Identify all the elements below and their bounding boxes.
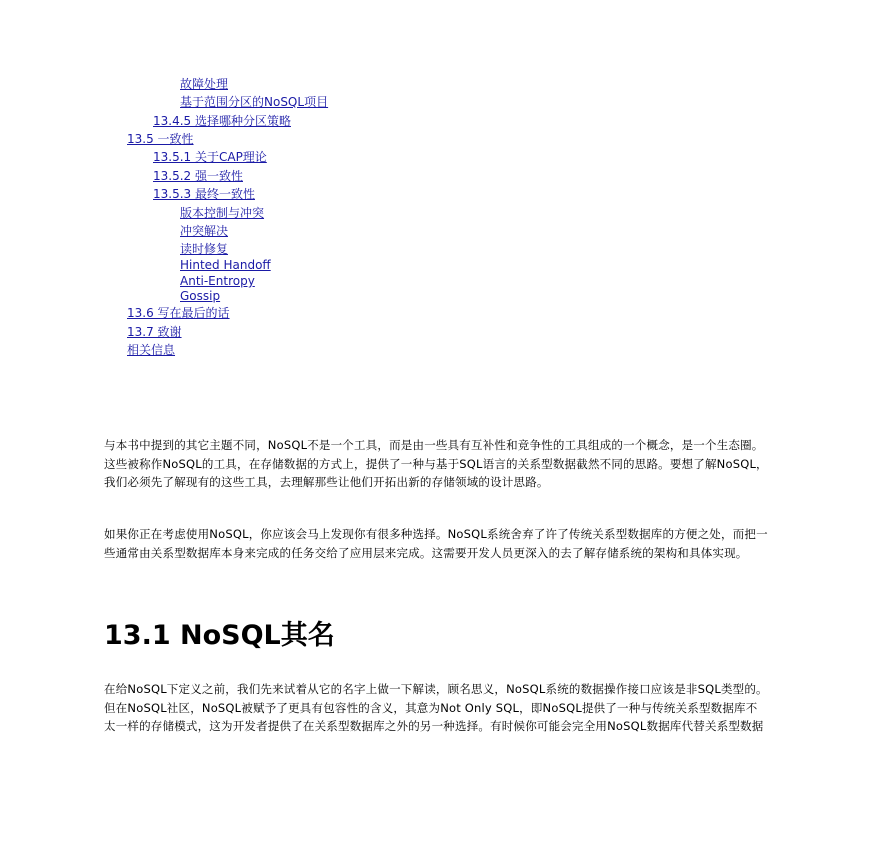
toc-link-13-5-3[interactable]: 13.5.3 最终一致性 bbox=[153, 187, 255, 201]
toc-link-gossip[interactable]: Gossip bbox=[180, 289, 221, 303]
toc-link-13-5-1[interactable]: 13.5.1 关于CAP理论 bbox=[153, 150, 267, 164]
toc-link-13-7[interactable]: 13.7 致谢 bbox=[127, 325, 182, 339]
toc-link-related-info[interactable]: 相关信息 bbox=[127, 343, 176, 357]
toc-link-anti-entropy[interactable]: Anti-Entropy bbox=[180, 274, 255, 288]
toc-link-versioning-conflicts[interactable]: 版本控制与冲突 bbox=[180, 206, 265, 220]
toc-link-13-5[interactable]: 13.5 一致性 bbox=[127, 132, 194, 146]
toc-link-fault-handling[interactable]: 故障处理 bbox=[180, 77, 229, 91]
toc-link-read-repair[interactable]: 读时修复 bbox=[180, 242, 229, 256]
toc-link-hinted-handoff[interactable]: Hinted Handoff bbox=[180, 258, 271, 272]
section-heading-13-1: 13.1 NoSQL其名 bbox=[104, 620, 335, 651]
toc-link-13-5-2[interactable]: 13.5.2 强一致性 bbox=[153, 169, 243, 183]
toc-link-13-6[interactable]: 13.6 写在最后的话 bbox=[127, 306, 230, 320]
intro-paragraph-1: 与本书中提到的其它主题不同，NoSQL不是一个工具，而是由一些具有互补性和竞争性的工具组成的一个概念，是一个生态圈。这些被称作NoSQL的工具，在存储数据的方式上，提供了一种与基于SQL语言的关系型数据截然不同的思路。要想了解NoSQL，我们必须先了解现有的这些工具，去理解那些让他们开拓出新的存储领域的设计思路。 bbox=[104, 438, 768, 489]
section-paragraph: 在给NoSQL下定义之前，我们先来试着从它的名字上做一下解读，顾名思义，NoSQL系统的数据操作接口应该是非SQL类型的。但在NoSQL社区，NoSQL被赋予了更具有包容性的含义，其意为Not Only SQL，即NoSQL提供了一种与传统关系型数据库不太一样的存储模式，这为开发者提供了在关系型数据库之外的另一种选择。有时候你可能会完全用NoSQL数据库代替关系型数据 bbox=[104, 682, 768, 733]
toc-link-conflict-resolution[interactable]: 冲突解决 bbox=[180, 224, 229, 238]
toc-link-13-4-5[interactable]: 13.4.5 选择哪种分区策略 bbox=[153, 114, 291, 128]
toc-link-range-partition-projects[interactable]: 基于范围分区的NoSQL项目 bbox=[180, 95, 329, 109]
intro-paragraph-2: 如果你正在考虑使用NoSQL，你应该会马上发现你有很多种选择。NoSQL系统舍弃了许了传统关系型数据库的方便之处，而把一些通常由关系型数据库本身来完成的任务交给了应用层来完成。这需要开发人员更深入的去了解存储系统的架构和具体实现。 bbox=[104, 527, 768, 560]
